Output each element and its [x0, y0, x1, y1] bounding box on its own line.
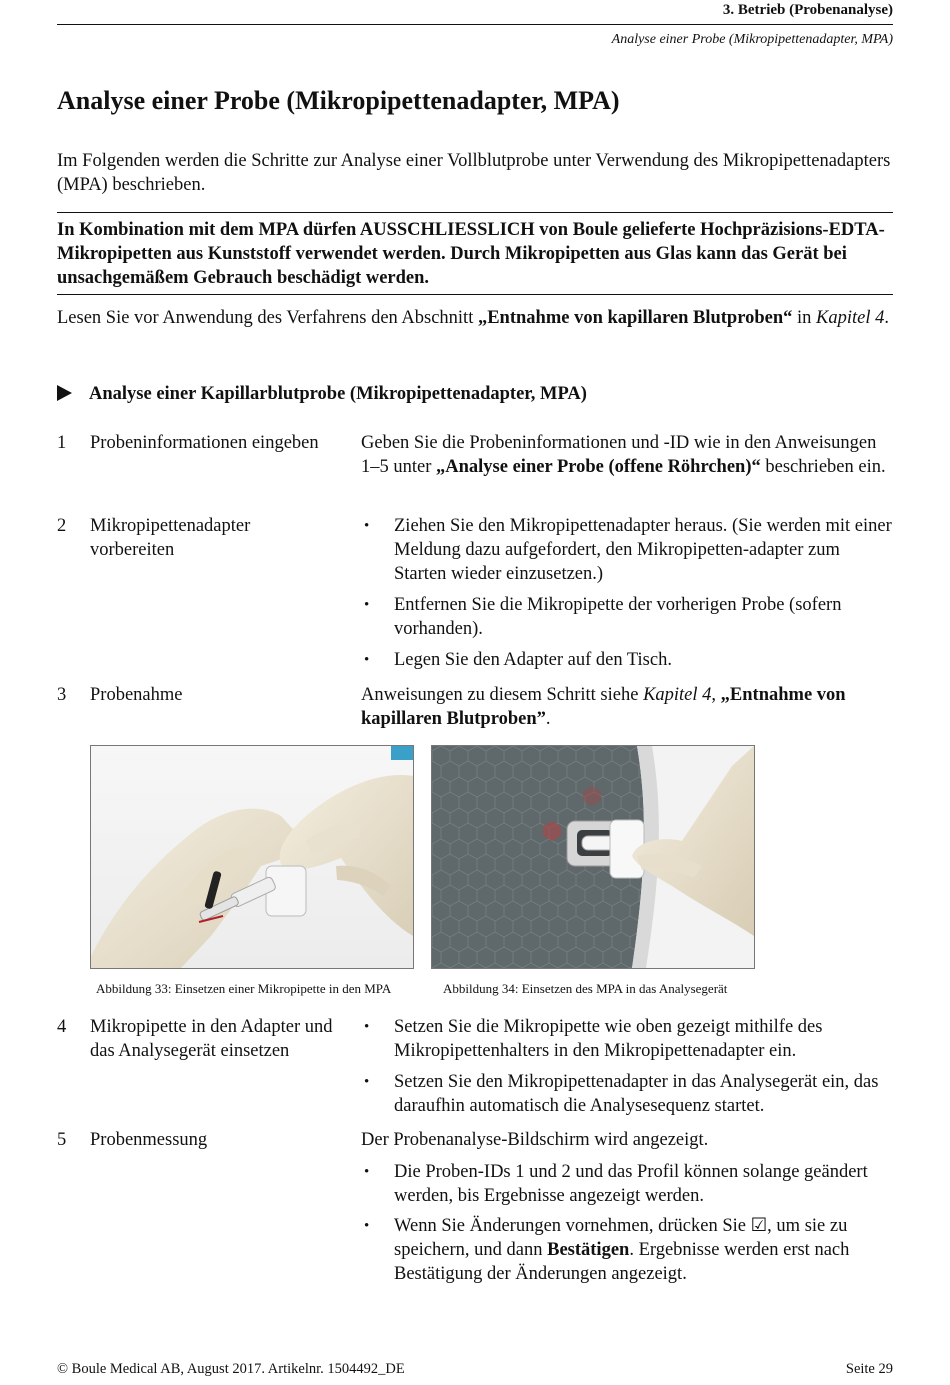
running-header-chapter: 3. Betrieb (Probenanalyse): [722, 2, 893, 18]
note-end: .: [884, 308, 890, 328]
step-5-label: Probenmessung: [90, 1130, 208, 1150]
procedure-title: Analyse einer Kapillarblutprobe (Mikropipettenadapter, MPA): [89, 384, 587, 404]
step-3-description: [361, 683, 893, 731]
step-1-desc-ref: „Analyse einer Probe (offene Röhrchen)“: [436, 457, 761, 477]
step-3-desc-ref: „Entnahme von kapillaren Blutproben”: [361, 685, 846, 729]
step-5-description: Der Probenanalyse-Bildschirm wird angezeigt.: [361, 1130, 709, 1150]
step-1-number: 1: [57, 433, 67, 453]
step-2-label: Mikropipettenadapter vorbereiten: [90, 516, 251, 560]
figure-33-photo: [90, 745, 414, 969]
step-1-desc-a: Geben Sie die Probeninformationen und -ID wie in den Anweisungen 1–5 unter: [361, 433, 877, 477]
figure-34-photo: [431, 745, 755, 969]
step-3-desc-b: ,: [711, 685, 721, 705]
figure-33-caption: Abbildung 33: Einsetzen einer Mikropipette in den MPA: [96, 981, 392, 996]
step-4-bullet-1: • Setzen Sie die Mikropipette wie oben gezeigt mithilfe des Mikropipettenhalters in den Mikropipettenadapter ein.: [394, 1015, 893, 1063]
gloved-hands-inserting-micropipette-illustration: [91, 746, 413, 968]
page-title: Analyse einer Probe (Mikropipettenadapter, MPA): [57, 86, 620, 115]
footer-copyright: © Boule Medical AB, August 2017. Artikelnr. 1504492_DE: [57, 1361, 405, 1377]
intro-paragraph: Im Folgenden werden die Schritte zur Analyse einer Vollblutprobe unter Verwendung des Mikropipettenadapters (MPA) beschrieben.: [57, 151, 891, 195]
step-1-description: [361, 431, 893, 479]
step-3-desc-chapter: Kapitel 4: [643, 685, 712, 705]
step-2-bullet-3: • Legen Sie den Adapter auf den Tisch.: [394, 648, 893, 672]
step-2-bullet-2: • Entfernen Sie die Mikropipette der vorherigen Probe (sofern vorhanden).: [394, 593, 893, 641]
step-5-bullet-2-confirm: Bestätigen: [547, 1240, 630, 1260]
figure-34-caption: Abbildung 34: Einsetzen des MPA in das Analysegerät: [443, 981, 728, 996]
step-4-label: Mikropipette in den Adapter und das Analysegerät einsetzen: [90, 1017, 333, 1061]
analyzer-insertion-illustration: [432, 746, 754, 968]
note-paragraph: [57, 306, 893, 330]
step-5-bullet-2-b: . Ergebnisse werden erst nach Bestätigung der Änderungen angezeigt.: [394, 1240, 850, 1284]
step-2-bullet-1: • Ziehen Sie den Mikropipettenadapter heraus. (Sie werden mit einer Meldung dazu aufgefordert, den Mikropipetten-adapter zum Starten wieder einzusetzen.): [394, 514, 893, 586]
step-3-desc-a: Anweisungen zu diesem Schritt siehe: [361, 685, 644, 705]
warning-bottom-rule: [57, 294, 893, 295]
note-prefix: Lesen Sie vor Anwendung des Verfahrens den Abschnitt: [57, 308, 478, 328]
step-3-label: Probenahme: [90, 685, 183, 705]
warning-top-rule: [57, 212, 893, 213]
footer-page-number: Seite 29: [845, 1361, 893, 1377]
procedure-heading: [57, 384, 587, 405]
step-1-desc-b: beschrieben ein.: [760, 457, 886, 477]
note-reference: „Entnahme von kapillaren Blutproben“: [477, 308, 793, 328]
header-rule: [57, 24, 893, 25]
step-3-number: 3: [57, 685, 67, 705]
note-chapter: Kapitel 4: [816, 308, 885, 328]
running-header-section: Analyse einer Probe (Mikropipettenadapter, MPA): [611, 32, 893, 47]
step-1-label: Probeninformationen eingeben: [90, 433, 319, 453]
step-5-bullet-2: [394, 1214, 893, 1286]
step-5-bullet-1: • Die Proben-IDs 1 und 2 und das Profil können solange geändert werden, bis Ergebnisse angezeigt werden.: [394, 1160, 893, 1208]
note-mid: in: [792, 308, 817, 328]
step-4-number: 4: [57, 1017, 67, 1037]
step-3-desc-c: .: [545, 709, 551, 729]
step-4-bullet-2: • Setzen Sie den Mikropipettenadapter in das Analysegerät ein, das daraufhin automatisch die Analysesequenz startet.: [394, 1070, 893, 1118]
step-5-bullet-2-a: Wenn Sie Änderungen vornehmen, drücken Sie ☑, um sie zu speichern, und dann: [394, 1216, 848, 1260]
step-5-number: 5: [57, 1130, 67, 1150]
step-2-number: 2: [57, 516, 67, 536]
triangle-arrow-icon: [57, 385, 72, 401]
warning-text: In Kombination mit dem MPA dürfen AUSSCHLIESSLICH von Boule gelieferte Hochpräzisions-EDTA-Mikropipetten aus Kunststoff verwendet werden. Durch Mikropipetten aus Glas kann das Gerät bei unsachgemäßem Gebrauch beschädigt werden.: [57, 220, 885, 288]
